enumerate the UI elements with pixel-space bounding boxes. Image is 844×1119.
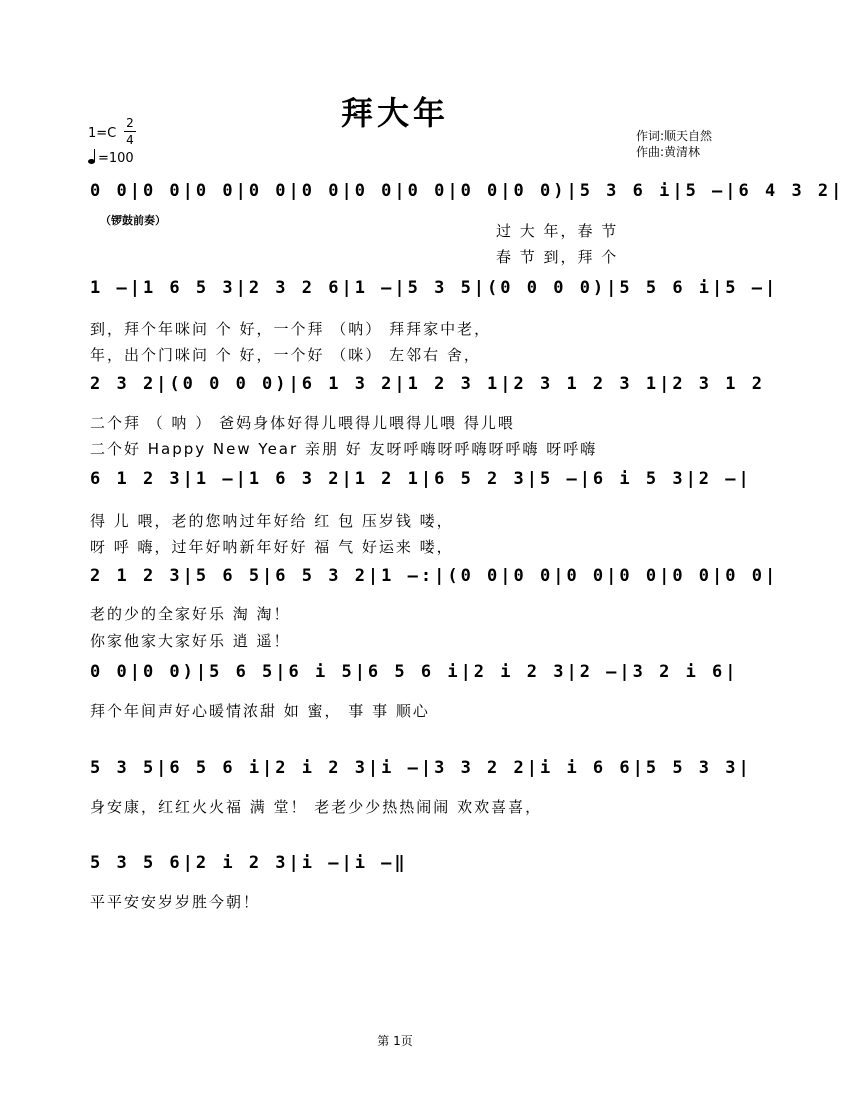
page-number: 第 1页 xyxy=(377,1034,413,1048)
lyric-line-7: 身安康，红红火火福 满 堂！ 老老少少热热闹闹 欢欢喜喜， xyxy=(90,798,543,816)
notation-line-8: 5 3 5 6|2 i 2 3|i –|i –‖ xyxy=(90,853,408,873)
song-title: 拜大年 xyxy=(340,94,449,132)
composer-credit: 作曲:黄清林 xyxy=(636,145,701,159)
time-signature-top: 2 xyxy=(126,116,134,130)
lyric-line-4-verse-2: 呀 呼 嗨，过年好呐新年好好 福 气 好运来 喽， xyxy=(90,538,454,556)
lyric-line-4-verse-1: 得 儿 喂，老的您呐过年好给 红 包 压岁钱 喽， xyxy=(90,512,454,530)
lyric-line-3-verse-1: 二个拜 （ 呐 ） 爸妈身体好得儿喂得儿喂得儿喂 得儿喂 xyxy=(90,414,515,432)
notation-line-7: 5 3 5|6 5 6 i|2 i 2 3|i –|3 3 2 2|i i 6 6|5 5 3 3| xyxy=(90,758,752,778)
lyricist-credit: 作词:顺天自然 xyxy=(636,129,713,143)
lyric-line-1-verse-1: 过 大 年，春 节 xyxy=(496,222,619,240)
intro-note: （锣鼓前奏） xyxy=(100,214,166,227)
notation-line-6: 0 0|0 0)|5 6 5|6 i 5|6 5 6 i|2 i 2 3|2 –|3 2 i 6| xyxy=(90,662,739,682)
tempo-marking xyxy=(88,148,134,168)
notation-line-5: 2 1 2 3|5 6 5|6 5 3 2|1 –:|(0 0|0 0|0 0|0 0|0 0|0 0| xyxy=(90,566,779,586)
lyric-line-2-verse-2: 年，出个门咪问 个 好，一个好 （咪） 左邻右 舍， xyxy=(90,346,481,364)
key-signature: 1=C xyxy=(88,126,117,141)
lyric-line-5-verse-1: 老的少的全家好乐 淘 淘！ xyxy=(90,605,291,623)
time-signature-divider xyxy=(124,131,136,132)
notation-line-4: 6 1 2 3|1 –|1 6 3 2|1 2 1|6 5 2 3|5 –|6 i 5 3|2 –| xyxy=(90,469,752,489)
notation-line-3: 2 3 2|(0 0 0 0)|6 1 3 2|1 2 3 1|2 3 1 2 3 1|2 3 1 2 xyxy=(90,374,765,394)
notation-line-2: 1 –|1 6 5 3|2 3 2 6|1 –|5 3 5|(0 0 0 0)|5 5 6 i|5 –| xyxy=(90,278,779,298)
quarter-note-icon xyxy=(88,148,98,166)
credits xyxy=(636,128,712,160)
lyric-line-6: 拜个年间声好心暖情浓甜 如 蜜， 事 事 顺心 xyxy=(90,702,430,720)
tempo-value: =100 xyxy=(98,151,134,166)
lyric-line-5-verse-2: 你家他家大家好乐 逍 遥！ xyxy=(90,632,291,650)
lyric-line-1-verse-2: 春 节 到，拜 个 xyxy=(496,248,619,266)
notation-line-1: 0 0|0 0|0 0|0 0|0 0|0 0|0 0|0 0|0 0)|5 3 6 i|5 –|6 4 3 2| xyxy=(90,181,844,201)
lyric-line-2-verse-1: 到，拜个年咪问 个 好，一个拜 （呐） 拜拜家中老， xyxy=(90,320,492,338)
time-signature xyxy=(124,116,136,147)
time-signature-bottom: 4 xyxy=(126,133,134,147)
lyric-line-8: 平平安安岁岁胜今朝！ xyxy=(90,893,261,911)
lyric-line-3-verse-2: 二个好 Happy New Year 亲朋 好 友呀呼嗨呀呼嗨呀呼嗨 呀呼嗨 xyxy=(90,440,598,458)
